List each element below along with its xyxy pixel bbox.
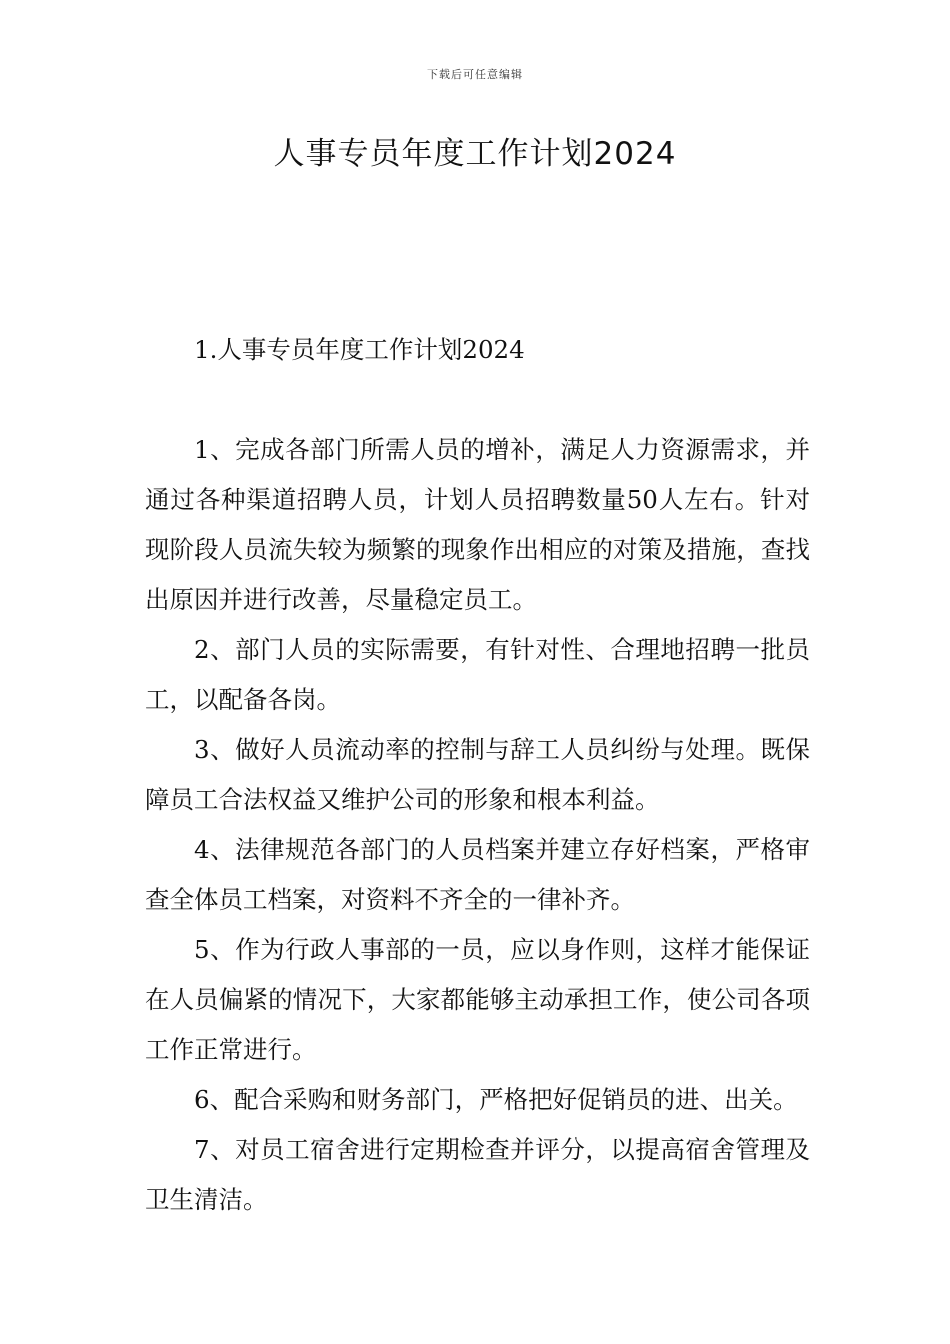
paragraph-2: 2、部门人员的实际需要，有针对性、合理地招聘一批员工，以配备各岗。: [145, 635, 810, 714]
paragraph-3: 3、做好人员流动率的控制与辞工人员纠纷与处理。既保障员工合法权益又维护公司的形象和根本利益。: [145, 735, 810, 814]
paragraph-4: 4、法律规范各部门的人员档案并建立存好档案，严格审查全体员工档案，对资料不齐全的一律补齐。: [145, 835, 810, 914]
section-heading: 1.人事专员年度工作计划2024: [194, 335, 525, 364]
paragraph-7: 7、对员工宿舍进行定期检查并评分，以提高宿舍管理及卫生清洁。: [145, 1135, 810, 1214]
paragraph-6: 6、配合采购和财务部门，严格把好促销员的进、出关。: [194, 1085, 798, 1114]
paragraph-5: 5、作为行政人事部的一员，应以身作则，这样才能保证在人员偏紧的情况下，大家都能够主动承担工作，使公司各项工作正常进行。: [145, 935, 810, 1064]
document-title: 人事专员年度工作计划2024: [273, 136, 677, 172]
paragraph-1: 1、完成各部门所需人员的增补，满足人力资源需求，并通过各种渠道招聘人员，计划人员招聘数量50人左右。针对现阶段人员流失较为频繁的现象作出相应的对策及措施，查找出原因并进行改善，尽量稳定员工。: [145, 435, 810, 614]
document-body: [145, 325, 810, 1225]
header-note: 下载后可任意编辑: [427, 68, 523, 81]
